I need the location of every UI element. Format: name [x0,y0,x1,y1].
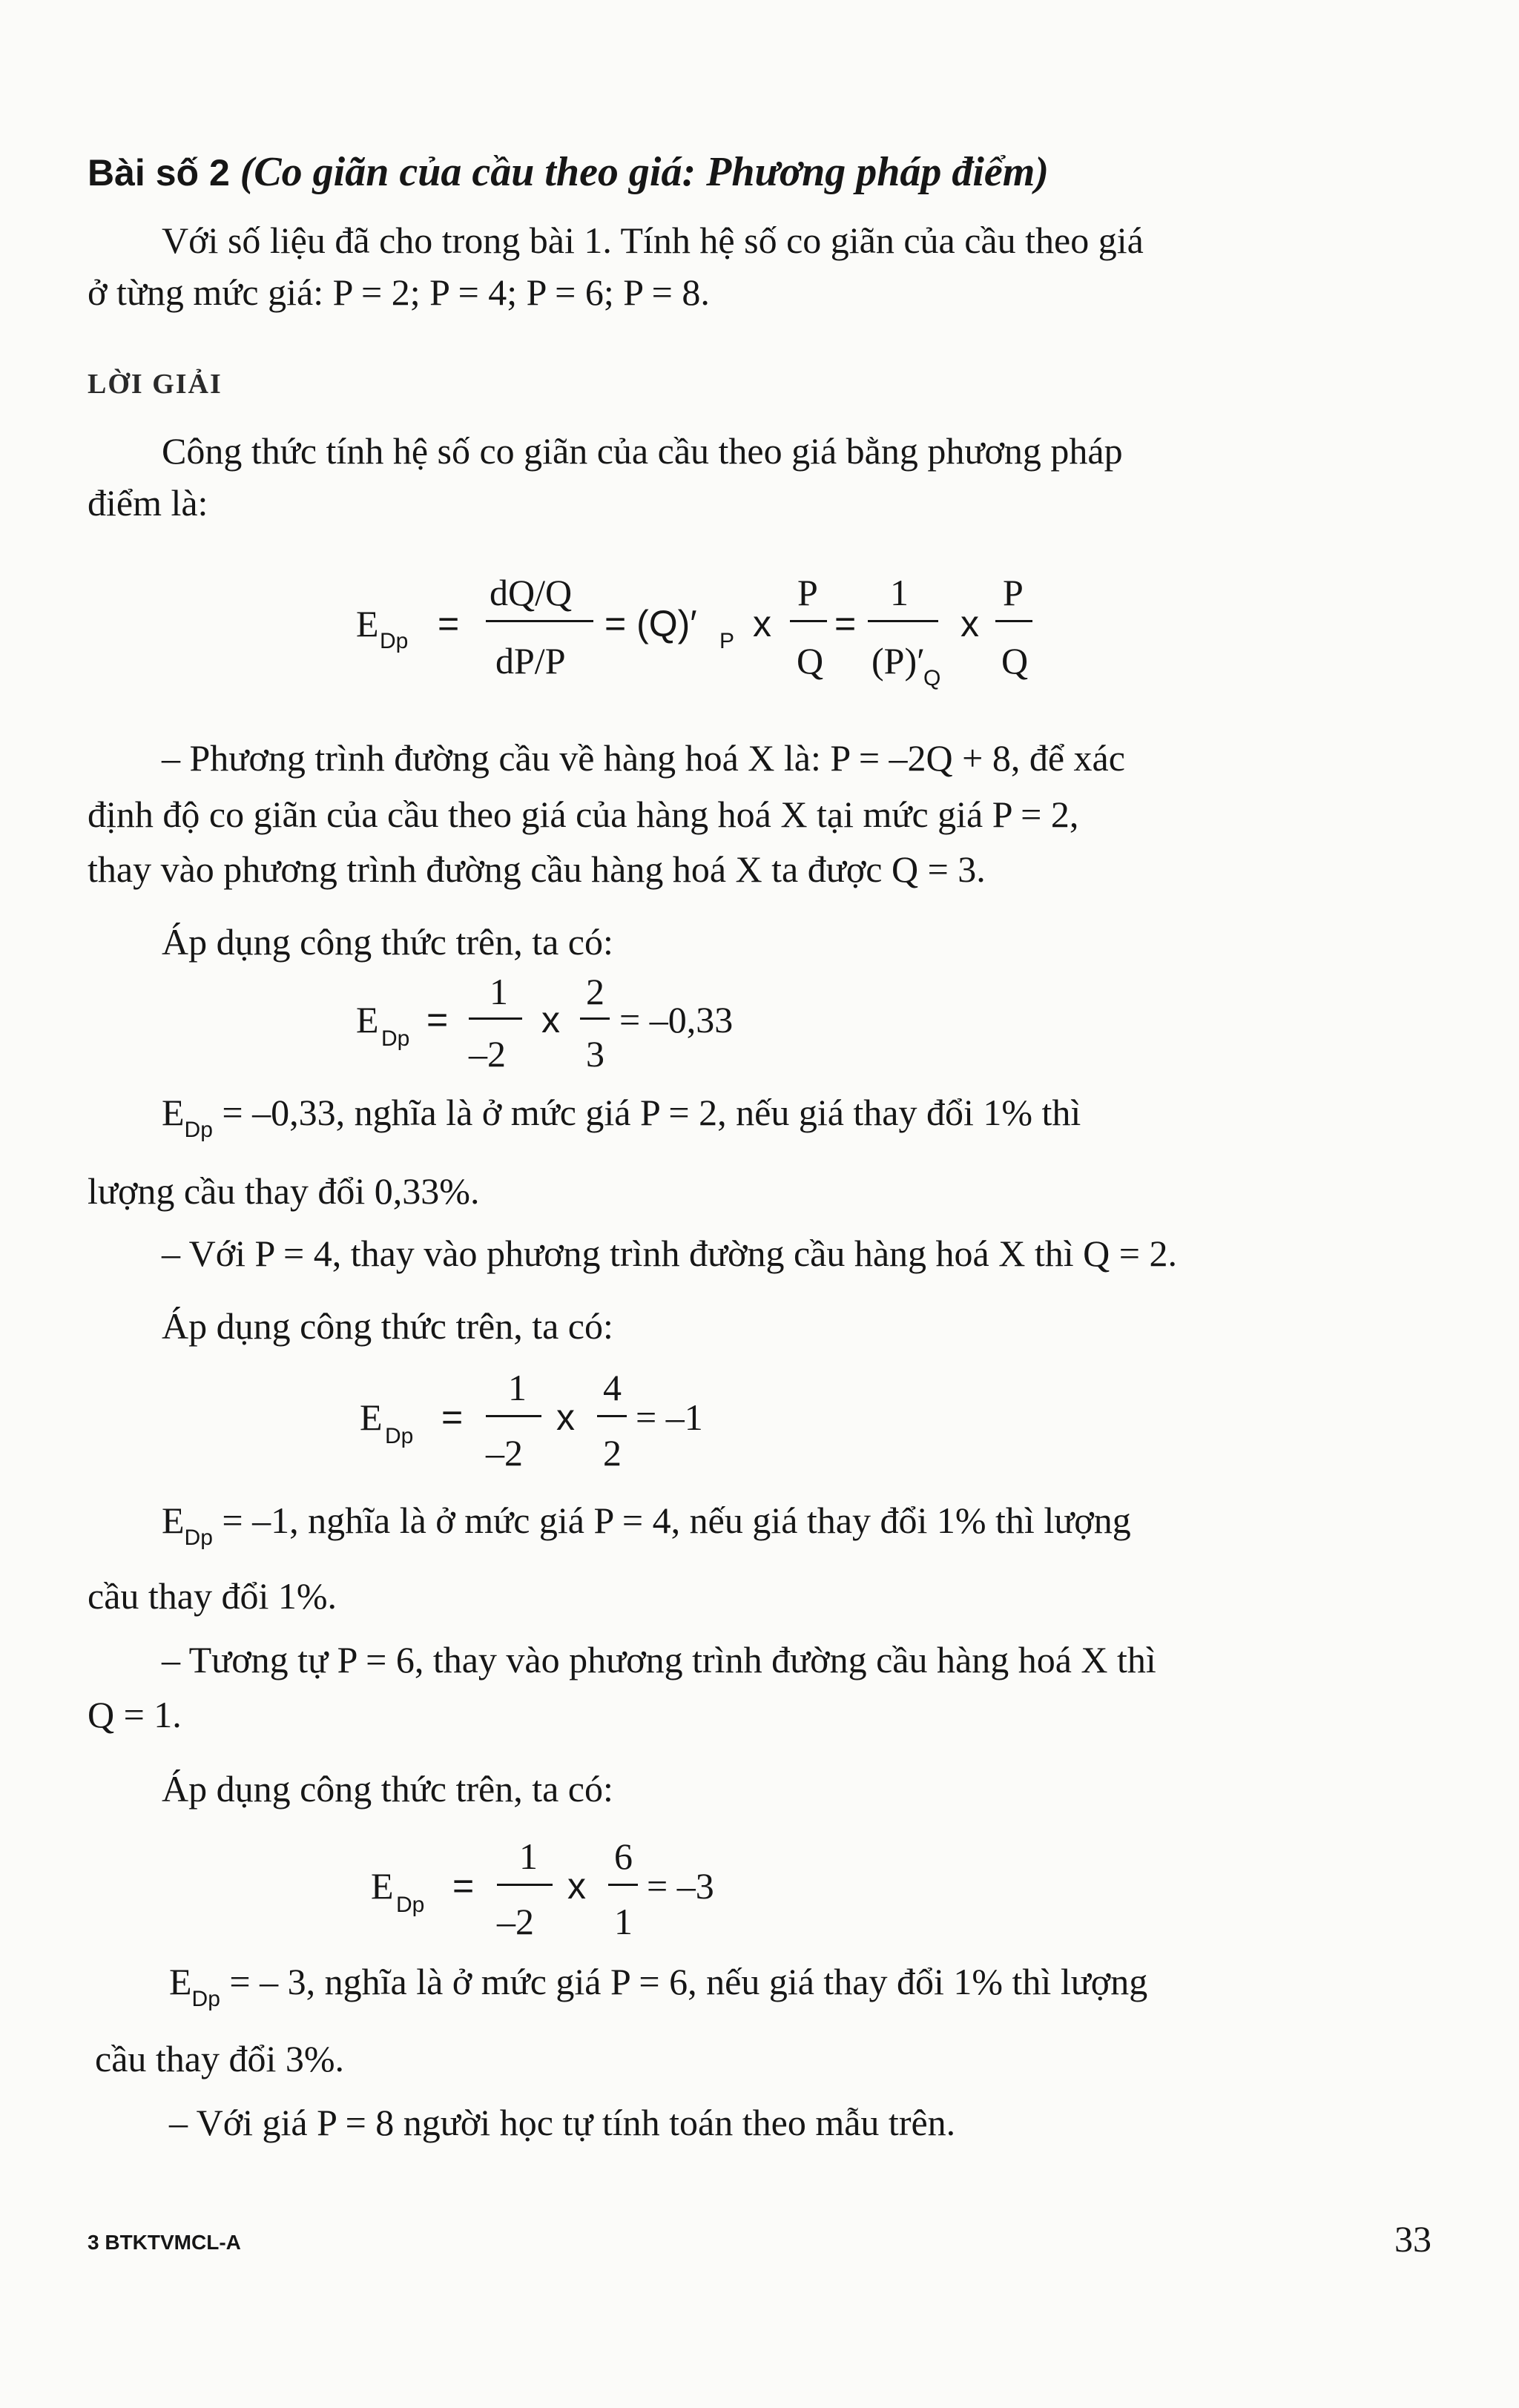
calc-p2-frac-a-denominator: –2 [469,1033,506,1075]
intro-line-1: Với số liệu đã cho trong bài 1. Tính hệ số co giãn của cầu theo giá [162,220,1144,261]
result-p6-text: = – 3, nghĩa là ở mức giá P = 6, nếu giá thay đổi 1% thì lượng [229,1961,1148,2002]
para-p4: – Với P = 4, thay vào phương trình đường cầu hàng hoá X thì Q = 2. [162,1233,1177,1274]
elasticity-calc-p6 [371,1832,742,1943]
result-p4-text: = –1, nghĩa là ở mức giá P = 4, nếu giá thay đổi 1% thì lượng [222,1500,1131,1541]
result-p6-line-2: cầu thay đổi 3%. [95,2038,345,2079]
result-p2-symbol: E [162,1092,185,1133]
result-p4-line-1 [162,1497,1131,1550]
formula-frac1-numerator: dQ/Q [490,572,573,613]
calc-p6-result: = –3 [647,1865,714,1907]
apply-formula-2: Áp dụng công thức trên, ta có: [162,1305,613,1347]
result-p2-text: = –0,33, nghĩa là ở mức giá P = 2, nếu giá thay đổi 1% thì [222,1092,1081,1133]
calc-p4-lhs-subscript: Dp [385,1424,414,1448]
formula-frac2-denominator: Q [797,640,824,682]
formula-lhs: E [356,603,379,644]
para-p8: – Với giá P = 8 người học tự tính toán theo mẫu trên. [169,2102,956,2143]
para-p2-line-3: thay vào phương trình đường cầu hàng hoá X ta được Q = 3. [88,848,986,890]
formula-equals-1: = [438,603,460,644]
calc-p6-lhs-subscript: Dp [396,1893,425,1917]
calc-p2-lhs: E [356,999,379,1040]
formula-equals-2: = (Q)′ [604,603,697,644]
para-p2-line-1: – Phương trình đường cầu về hàng hoá X là: P = –2Q + 8, để xác [162,737,1125,779]
calc-p4-frac-b-numerator: 4 [603,1367,622,1408]
calc-p2-frac-b-denominator: 3 [586,1033,604,1075]
calc-p6-frac-a-numerator: 1 [519,1835,538,1877]
calc-p6-frac-b-numerator: 6 [614,1835,633,1877]
calc-p2-equals: = [426,999,449,1040]
formula-lhs-subscript: Dp [380,629,409,653]
para-p6-line-2: Q = 1. [88,1694,182,1735]
formula-frac3-den-subscript: Q [923,666,941,690]
result-p2-symbol-subscript: Dp [184,1118,213,1142]
calc-p4-times: x [556,1396,575,1438]
para-p6-line-1: – Tương tự P = 6, thay vào phương trình đường cầu hàng hoá X thì [162,1639,1156,1680]
formula-frac3-denominator: (P)′ [871,640,926,682]
para-p2-line-2: định độ co giãn của cầu theo giá của hàng hoá X tại mức giá P = 2, [88,794,1079,835]
result-p6-symbol-subscript: Dp [191,1987,220,2011]
point-elasticity-formula [356,571,1068,690]
formula-frac2-numerator: P [797,572,818,613]
formula-intro-line-2: điểm là: [88,482,208,524]
result-p6-line-1 [169,1958,1147,2011]
result-p4-symbol-subscript: Dp [184,1525,213,1550]
result-p2-line-1 [162,1089,1081,1142]
elasticity-calc-p2 [356,972,771,1075]
solution-label: LỜI GIẢI [88,369,223,400]
formula-frac1-denominator: dP/P [495,640,566,682]
footer-code: 3 BTKTVMCL-A [88,2231,241,2254]
formula-equals-3: = [834,603,857,644]
exercise-heading [88,148,1049,197]
calc-p4-frac-b-denominator: 2 [603,1432,622,1474]
result-p4-symbol: E [162,1500,185,1541]
calc-p6-equals: = [452,1865,475,1907]
calc-p4-result: = –1 [636,1396,703,1438]
result-p6-symbol: E [169,1961,192,2002]
calc-p4-equals: = [441,1396,464,1438]
apply-formula-1: Áp dụng công thức trên, ta có: [162,921,613,963]
formula-frac4-numerator: P [1003,572,1024,613]
intro-line-2: ở từng mức giá: P = 2; P = 4; P = 6; P = 8. [88,271,710,313]
calc-p2-result: = –0,33 [619,999,734,1040]
formula-frac3-numerator: 1 [890,572,909,613]
calc-p6-frac-a-denominator: –2 [497,1901,534,1942]
calc-p4-frac-a-denominator: –2 [486,1432,523,1474]
elasticity-calc-p4 [360,1365,731,1476]
calc-p6-times: x [567,1865,586,1907]
exercise-subtitle: (Co giãn của cầu theo giá: Phương pháp điểm) [240,149,1049,195]
result-p2-line-2: lượng cầu thay đổi 0,33%. [88,1170,480,1212]
page-number: 33 [1394,2218,1431,2260]
calc-p2-frac-a-numerator: 1 [490,971,508,1012]
formula-eq2-subscript: P [719,629,735,653]
calc-p2-frac-b-numerator: 2 [586,971,604,1012]
calc-p4-frac-a-numerator: 1 [508,1367,527,1408]
formula-times-1: x [753,603,771,644]
exercise-title: Bài số 2 [88,152,230,194]
calc-p6-lhs: E [371,1865,394,1907]
formula-frac4-denominator: Q [1001,640,1029,682]
calc-p2-lhs-subscript: Dp [381,1026,410,1051]
result-p4-line-2: cầu thay đổi 1%. [88,1575,337,1617]
calc-p2-times: x [541,999,560,1040]
formula-times-2: x [961,603,979,644]
formula-intro-line-1: Công thức tính hệ số co giãn của cầu theo giá bằng phương pháp [162,430,1123,472]
calc-p6-frac-b-denominator: 1 [614,1901,633,1942]
apply-formula-3: Áp dụng công thức trên, ta có: [162,1768,613,1810]
calc-p4-lhs: E [360,1396,383,1438]
